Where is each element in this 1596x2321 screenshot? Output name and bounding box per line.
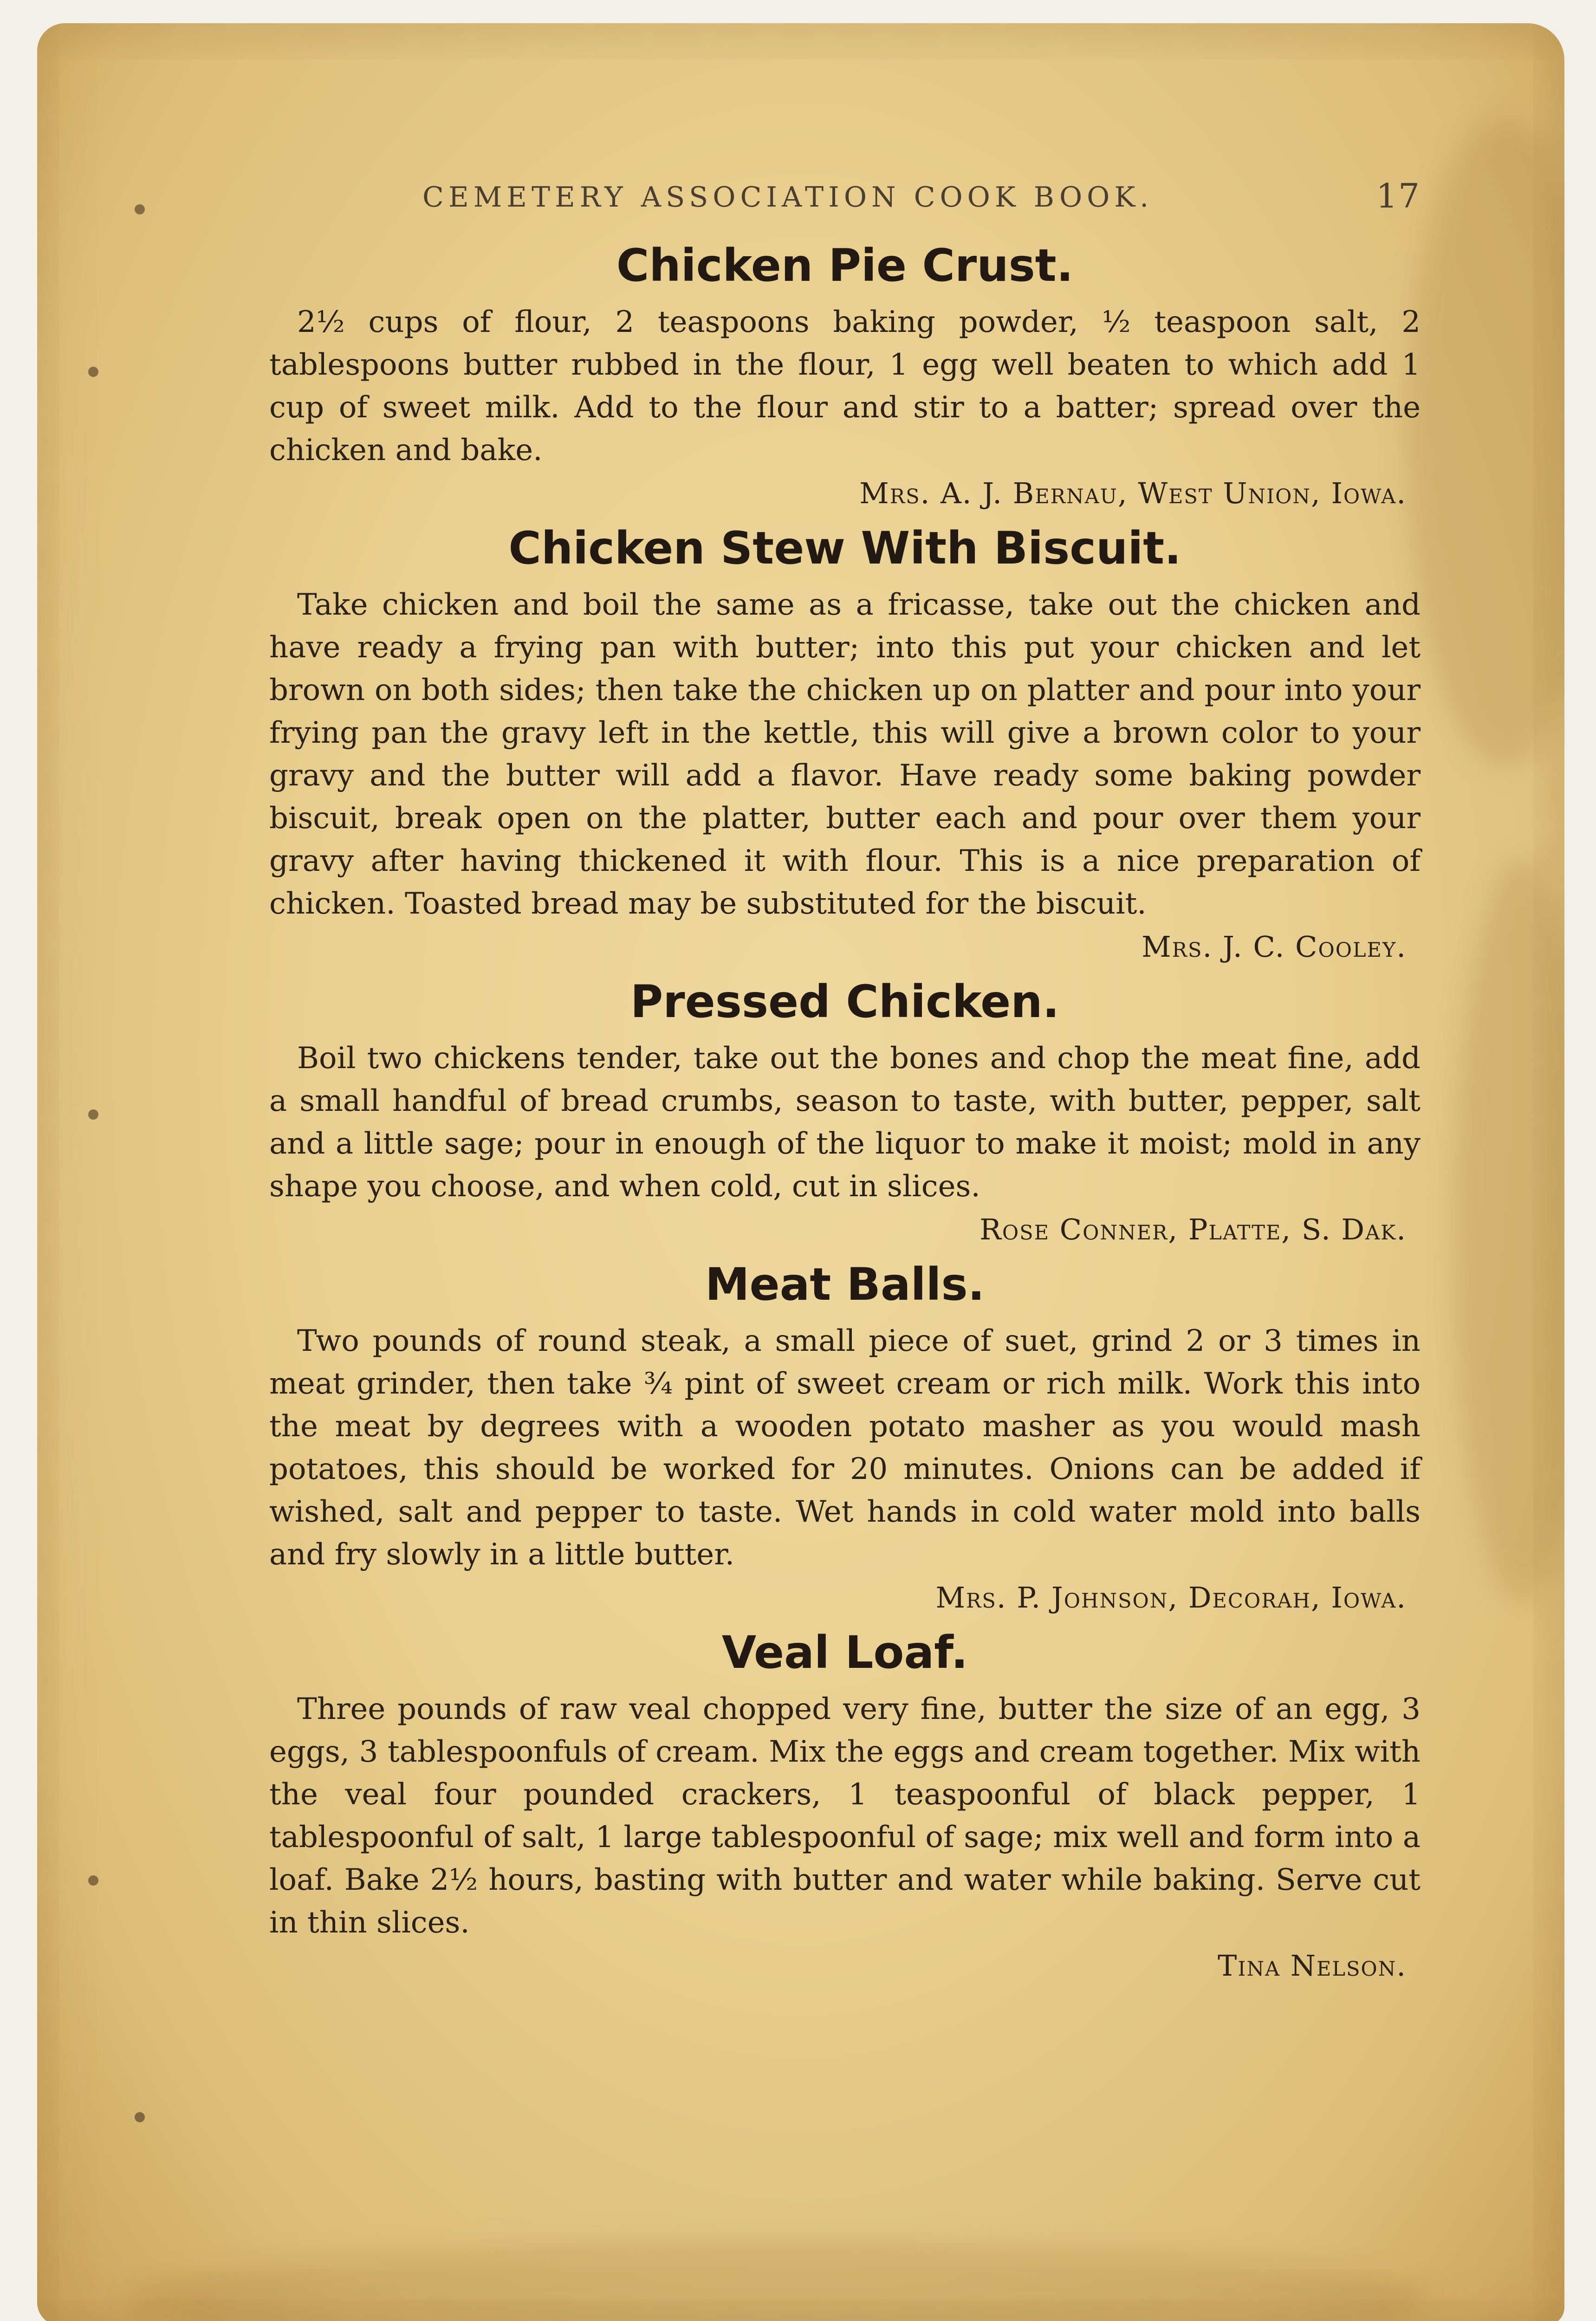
recipe-title: Pressed Chicken. [630,976,1060,1028]
recipe-title: Chicken Pie Crust. [616,240,1074,292]
recipe-body: Two pounds of round steak, a small piece of suet, grind 2 or 3 times in meat grinder, then take ¾ pint of sweet cream or rich milk. Work this into the meat by degrees with a wooden potato masher as you would mash potatoes, this should be worked for 20 minutes. Onions can be added if wished, salt and pepper to taste. Wet hands in cold water mold into balls and fry slowly in a little butter. [269,1324,1421,1572]
recipe-title: Veal Loaf. [721,1627,968,1679]
recipe-author: Tina Nelson. [1218,1949,1407,1983]
recipe-author: Mrs. P. Johnson, Decorah, Iowa. [935,1581,1407,1614]
recipe-title: Meat Balls. [705,1258,985,1310]
recipe-pressed-chicken [269,976,1421,1246]
stain-bottom [130,2242,1430,2321]
recipe-chicken-pie-crust [269,240,1421,510]
recipe-body: 2½ cups of flour, 2 teaspoons baking powder, ½ teaspoon salt, 2 tablespoons butter rubbed in the flour, 1 egg well beaten to which add 1 cup of sweet milk. Add to the flour and stir to a batter; spread over the chicken and bake. [269,305,1421,467]
recipe-body: Three pounds of raw veal chopped very fine, butter the size of an egg, 3 eggs, 3 tablespoonfuls of cream. Mix the eggs and cream together. Mix with the veal four pounded crackers, 1 teaspoonful of black pepper, 1 tablespoonful of salt, 1 large tablespoonful of sage; mix well and form into a loaf. Bake 2½ hours, basting with butter and water while baking. Serve cut in thin slices. [269,1692,1421,1940]
recipe-body: Boil two chickens tender, take out the bones and chop the meat fine, add a small handful of bread crumbs, season to taste, with butter, pepper, salt and a little sage; pour in enough of the liquor to make it moist; mold in any shape you choose, and when cold, cut in slices. [269,1041,1421,1204]
recipe-meat-balls [269,1258,1421,1614]
stain-top-right [1407,116,1564,766]
page-number: 17 [1376,176,1421,215]
binding-hole [88,1875,98,1886]
page-text [269,176,1421,1983]
recipe-author: Mrs. A. J. Bernau, West Union, Iowa. [859,476,1407,510]
recipe-author: Rose Conner, Platte, S. Dak. [980,1212,1407,1246]
recipe-veal-loaf [269,1627,1421,1983]
recipe-title: Chicken Stew With Biscuit. [508,522,1181,574]
recipe-body: Take chicken and boil the same as a fricasse, take out the chicken and have ready a frying pan with butter; into this put your chicken and let brown on both sides; then take the chicken up on platter and pour into your frying pan the gravy left in the kettle, this will give a brown color to your gravy and the butter will add a flavor. Have ready some baking powder biscuit, break open on the platter, butter each and pour over them your gravy after having thickened it with flour. This is a nice preparation of chicken. Toasted bread may be substituted for the biscuit. [269,588,1421,921]
binding-hole [135,2112,145,2122]
running-head-title: CEMETERY ASSOCIATION COOK BOOK. [422,181,1154,214]
stain-right [1453,859,1564,1601]
binding-hole [88,367,98,377]
book-page [37,23,1564,2321]
running-head [269,176,1421,227]
recipe-author: Mrs. J. C. Cooley. [1142,930,1407,964]
recipe-chicken-stew [269,522,1421,964]
binding-hole [88,1109,98,1120]
binding-hole [135,204,145,214]
